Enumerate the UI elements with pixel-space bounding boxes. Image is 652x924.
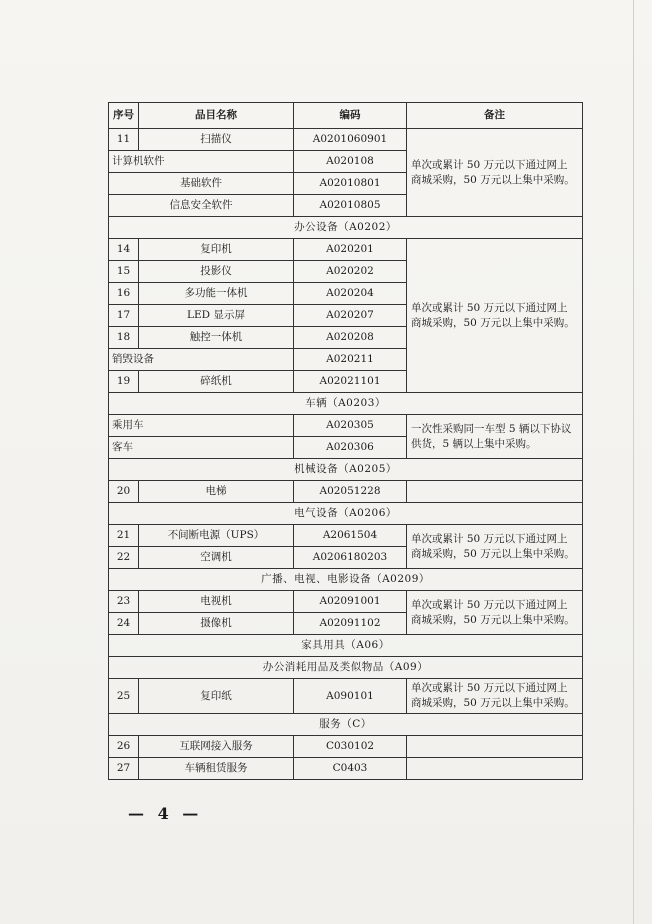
category-office: 办公设备（A0202） — [109, 217, 583, 239]
table-row — [109, 679, 583, 714]
category-row — [109, 459, 583, 481]
category-electrical: 电气设备（A0206） — [109, 503, 583, 525]
row-name: 投影仪 — [139, 261, 294, 283]
row-code: A020306 — [294, 437, 407, 459]
row-no: 24 — [109, 613, 139, 635]
table-row — [109, 129, 583, 151]
row-no: 25 — [109, 679, 139, 714]
page-edge-line — [633, 0, 634, 924]
row-no: 21 — [109, 525, 139, 547]
row-name: 扫描仪 — [139, 129, 294, 151]
row-code: A02091102 — [294, 613, 407, 635]
category-consumables: 办公消耗用品及类似物品（A09） — [109, 657, 583, 679]
row-name: 乘用车 — [109, 415, 294, 437]
row-code: A02010805 — [294, 195, 407, 217]
row-note-empty — [407, 481, 583, 503]
row-name: 基础软件 — [109, 173, 294, 195]
row-no: 18 — [109, 327, 139, 349]
table-row — [109, 758, 583, 780]
row-no: 15 — [109, 261, 139, 283]
row-note-empty — [407, 758, 583, 780]
row-name: 多功能一体机 — [139, 283, 294, 305]
row-code: A020211 — [294, 349, 407, 371]
table-row — [109, 481, 583, 503]
row-no: 17 — [109, 305, 139, 327]
row-name: LED 显示屏 — [139, 305, 294, 327]
category-row — [109, 657, 583, 679]
category-row — [109, 393, 583, 415]
row-note: 单次或累计 50 万元以下通过网上商城采购，50 万元以上集中采购。 — [407, 591, 583, 635]
row-note-empty — [407, 736, 583, 758]
row-code: A020305 — [294, 415, 407, 437]
page-number: — 4 — — [128, 804, 203, 823]
row-code: C0403 — [294, 758, 407, 780]
row-name: 空调机 — [139, 547, 294, 569]
row-note: 单次或累计 50 万元以下通过网上商城采购，50 万元以上集中采购。 — [407, 679, 583, 714]
row-code: A090101 — [294, 679, 407, 714]
row-name: 计算机软件 — [109, 151, 294, 173]
category-broadcast: 广播、电视、电影设备（A0209） — [109, 569, 583, 591]
table-header-row — [109, 103, 583, 129]
row-no: 23 — [109, 591, 139, 613]
row-name: 电视机 — [139, 591, 294, 613]
row-no: 11 — [109, 129, 139, 151]
header-name: 品目名称 — [139, 103, 294, 129]
row-no: 14 — [109, 239, 139, 261]
table-row — [109, 415, 583, 437]
row-code: A0206180203 — [294, 547, 407, 569]
row-name: 碎纸机 — [139, 371, 294, 393]
row-name: 电梯 — [139, 481, 294, 503]
procurement-catalog-table — [108, 102, 583, 780]
row-no: 26 — [109, 736, 139, 758]
row-code: A020202 — [294, 261, 407, 283]
row-code: A02091001 — [294, 591, 407, 613]
row-code: A02010801 — [294, 173, 407, 195]
category-row — [109, 217, 583, 239]
category-service: 服务（C） — [109, 714, 583, 736]
row-no: 22 — [109, 547, 139, 569]
header-note: 备注 — [407, 103, 583, 129]
row-code: A020207 — [294, 305, 407, 327]
row-name: 不间断电源（UPS） — [139, 525, 294, 547]
row-name: 销毁设备 — [109, 349, 294, 371]
row-name: 互联网接入服务 — [139, 736, 294, 758]
row-note: 单次或累计 50 万元以下通过网上商城采购，50 万元以上集中采购。 — [407, 129, 583, 217]
row-code: A02021101 — [294, 371, 407, 393]
category-row — [109, 569, 583, 591]
row-no: 20 — [109, 481, 139, 503]
row-no: 16 — [109, 283, 139, 305]
category-row — [109, 503, 583, 525]
row-note: 单次或累计 50 万元以下通过网上商城采购，50 万元以上集中采购。 — [407, 239, 583, 393]
row-name: 客车 — [109, 437, 294, 459]
category-row — [109, 714, 583, 736]
row-name: 信息安全软件 — [109, 195, 294, 217]
header-code: 编码 — [294, 103, 407, 129]
category-furniture: 家具用具（A06） — [109, 635, 583, 657]
row-name: 车辆租赁服务 — [139, 758, 294, 780]
row-name: 复印纸 — [139, 679, 294, 714]
category-vehicle: 车辆（A0203） — [109, 393, 583, 415]
header-no: 序号 — [109, 103, 139, 129]
table-row — [109, 736, 583, 758]
row-code: A020208 — [294, 327, 407, 349]
row-no: 19 — [109, 371, 139, 393]
row-note: 一次性采购同一车型 5 辆以下协议供货，5 辆以上集中采购。 — [407, 415, 583, 459]
category-machinery: 机械设备（A0205） — [109, 459, 583, 481]
row-code: A02051228 — [294, 481, 407, 503]
category-row — [109, 635, 583, 657]
row-name: 触控一体机 — [139, 327, 294, 349]
row-no: 27 — [109, 758, 139, 780]
row-note: 单次或累计 50 万元以下通过网上商城采购，50 万元以上集中采购。 — [407, 525, 583, 569]
table-row — [109, 525, 583, 547]
table-row — [109, 591, 583, 613]
row-code: A0201060901 — [294, 129, 407, 151]
row-code: A020108 — [294, 151, 407, 173]
row-code: C030102 — [294, 736, 407, 758]
row-code: A020201 — [294, 239, 407, 261]
row-name: 摄像机 — [139, 613, 294, 635]
row-name: 复印机 — [139, 239, 294, 261]
table-row — [109, 239, 583, 261]
row-code: A2061504 — [294, 525, 407, 547]
row-code: A020204 — [294, 283, 407, 305]
